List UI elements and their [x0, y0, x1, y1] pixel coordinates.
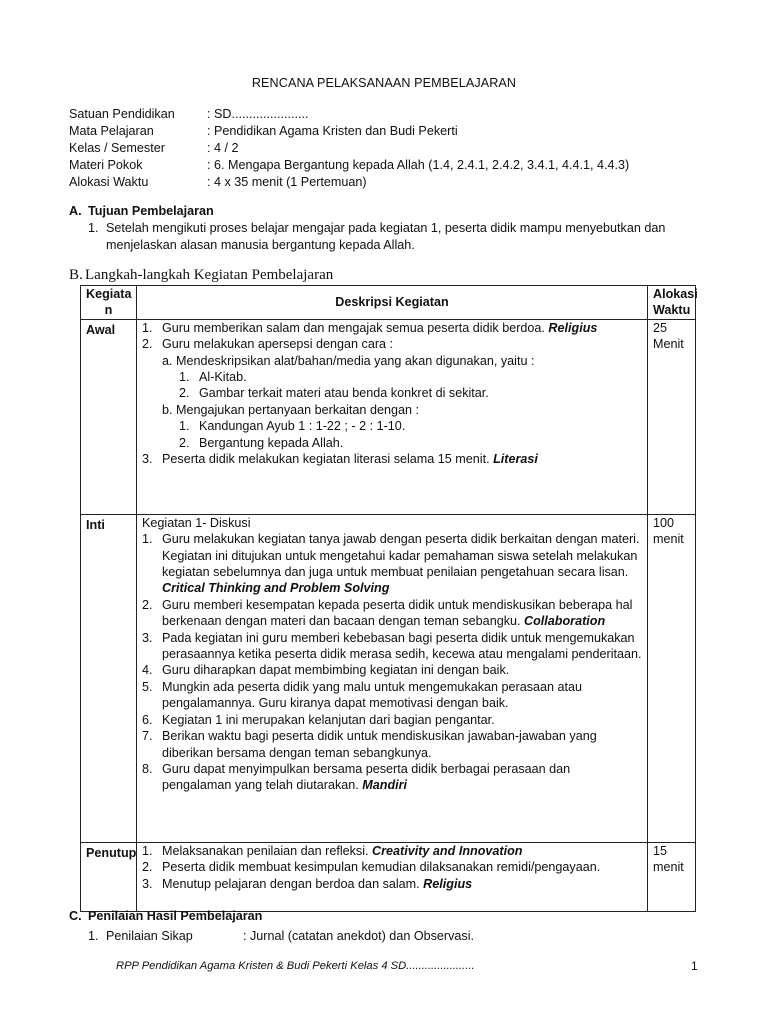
- header-deskripsi: Deskripsi Kegiatan: [137, 286, 648, 320]
- item-number: 3.: [142, 630, 153, 645]
- list-item: [142, 728, 642, 761]
- item-text: Bergantung kepada Allah.: [199, 435, 344, 450]
- row-label: Inti: [81, 514, 137, 842]
- penilaian-list: [88, 928, 688, 945]
- sub-list: [142, 418, 642, 451]
- character-tag: Collaboration: [524, 614, 606, 629]
- page-footer: RPP Pendidikan Agama Kristen & Budi Pekerti Kelas 4 SD......................: [116, 960, 475, 972]
- list-item: [142, 843, 642, 859]
- list-item: [142, 451, 642, 467]
- item-number: 1.: [142, 320, 153, 335]
- item-text: Guru melakukan kegiatan tanya jawab dengan peserta didik berkaitan dengan materi. Kegiatan ini ditujukan untuk mengetahui kadar pemahaman siswa setelah melakukan kegiatan sebelumnya dan juga untuk membuat penilaian pengetahuan secara lisan.: [162, 532, 640, 580]
- item-number: 3.: [142, 452, 153, 467]
- table-header-row: [81, 286, 696, 320]
- list-item: [88, 220, 688, 254]
- section-b-heading: [69, 267, 333, 284]
- item-number: 2.: [142, 337, 153, 352]
- sub-list: [142, 369, 642, 402]
- character-tag: Critical Thinking and Problem Solving: [162, 581, 390, 596]
- item-number: 1.: [179, 419, 190, 434]
- list-item: [142, 630, 642, 663]
- item-text: Mungkin ada peserta didik yang malu untuk mengemukakan perasaan atau pengalamannya. Guru kiranya dapat memotivasi dengan baik.: [162, 679, 583, 711]
- character-tag: Mandiri: [362, 778, 408, 793]
- item-text: Melaksanakan penilaian dan refleksi.: [162, 843, 369, 858]
- identity-block: [69, 106, 629, 191]
- activity-list: [142, 320, 642, 353]
- item-text: Peserta didik membuat kesimpulan kemudian dilaksanakan remidi/pengayaan.: [162, 860, 601, 875]
- list-item: [142, 320, 642, 336]
- character-tag: Religius: [423, 876, 473, 891]
- item-text: Guru memberi kesempatan kepada peserta didik untuk mendiskusikan beberapa hal berkenaan dengan materi dan bacaan dengan teman sebangku.: [162, 597, 633, 629]
- identity-value: : SD......................: [207, 107, 309, 121]
- section-title: Tujuan Pembelajaran: [88, 204, 214, 218]
- activity-table: [80, 285, 696, 912]
- item-number: 3.: [142, 876, 153, 891]
- identity-value: : 6. Mengapa Bergantung kepada Allah (1.4, 2.4.1, 2.4.2, 3.4.1, 4.4.1, 4.4.3): [207, 158, 630, 172]
- character-tag: Literasi: [493, 452, 538, 467]
- list-item: [88, 928, 688, 945]
- row-label: Penutup: [81, 842, 137, 911]
- table-row-inti: [81, 514, 696, 842]
- item-text: Guru dapat menyimpulkan bersama peserta didik berbagai perasaan dan pengalaman yang telah diutarakan.: [162, 761, 571, 793]
- list-item: [142, 679, 642, 712]
- character-tag: Religius: [548, 320, 598, 335]
- table-row-penutup: [81, 842, 696, 911]
- list-item: [142, 662, 642, 678]
- item-text: Guru melakukan apersepsi dengan cara :: [162, 337, 394, 352]
- list-item: [142, 876, 642, 892]
- item-text: Guru memberikan salam dan mengajak semua peserta didik berdoa.: [162, 320, 545, 335]
- item-text: Pada kegiatan ini guru memberi kebebasan bagi peserta didik untuk mengemukakan perasaannya ketika peserta didik merasa sedih, kecewa atau mengalami penderitaan.: [162, 630, 642, 662]
- section-title: Langkah-langkah Kegiatan Pembelajaran: [85, 267, 334, 283]
- item-number: 2.: [142, 597, 153, 612]
- item-number: 5.: [142, 679, 153, 694]
- page-number: 1: [691, 959, 698, 973]
- row-alokasi: 100 menit: [648, 514, 696, 842]
- list-item: [162, 385, 642, 401]
- section-letter: B.: [69, 267, 83, 283]
- document-title: RENCANA PELAKSANAAN PEMBELAJARAN: [251, 76, 517, 90]
- section-c-heading: [69, 909, 262, 923]
- item-number: 1.: [88, 929, 99, 943]
- item-number: 4.: [142, 663, 153, 678]
- identity-row: [69, 157, 629, 174]
- identity-value: : 4 x 35 menit (1 Pertemuan): [207, 175, 367, 189]
- table-row-awal: [81, 319, 696, 514]
- row-description: [137, 842, 648, 911]
- identity-row: [69, 140, 629, 157]
- list-item: [142, 859, 642, 875]
- item-value: : Jurnal (catatan anekdot) dan Observasi.: [243, 929, 475, 943]
- item-number: 1.: [142, 532, 153, 547]
- item-text: Guru diharapkan dapat membimbing kegiatan ini dengan baik.: [162, 663, 510, 678]
- identity-value: : Pendidikan Agama Kristen dan Budi Pekerti: [207, 124, 458, 138]
- sub-heading: a. Mendeskripsikan alat/bahan/media yang akan digunakan, yaitu :: [162, 353, 535, 368]
- list-item: [142, 712, 642, 728]
- sub-heading: b. Mengajukan pertanyaan berkaitan dengan :: [162, 402, 419, 417]
- list-item: [162, 418, 642, 434]
- activity-heading: Kegiatan 1- Diskusi: [142, 515, 251, 530]
- identity-label: Materi Pokok: [69, 158, 143, 172]
- list-item: [142, 597, 642, 630]
- identity-row: [69, 123, 629, 140]
- item-number: 2.: [179, 386, 190, 401]
- list-item: [162, 435, 642, 451]
- item-text: Al-Kitab.: [199, 370, 247, 385]
- identity-label: Alokasi Waktu: [69, 175, 149, 189]
- item-label: Penilaian Sikap: [106, 929, 193, 943]
- item-text: Setelah mengikuti proses belajar mengajar pada kegiatan 1, peserta didik mampu menyebutkan dan menjelaskan alasan manusia bergantung kepada Allah.: [106, 221, 666, 252]
- item-number: 2.: [142, 860, 153, 875]
- header-alokasi: Alokasi Waktu: [648, 286, 696, 320]
- row-label: Awal: [81, 319, 137, 514]
- item-number: 1.: [179, 370, 190, 385]
- identity-row: [69, 174, 629, 191]
- activity-list: [142, 531, 642, 794]
- identity-label: Mata Pelajaran: [69, 124, 154, 138]
- item-text: Peserta didik melakukan kegiatan literasi selama 15 menit.: [162, 452, 490, 467]
- row-alokasi: 25 Menit: [648, 319, 696, 514]
- section-a-heading: [69, 204, 214, 218]
- list-item: [142, 761, 642, 794]
- item-text: Gambar terkait materi atau benda konkret di sekitar.: [199, 386, 489, 401]
- item-number: 1.: [88, 221, 99, 235]
- identity-row: [69, 106, 629, 123]
- row-description: [137, 319, 648, 514]
- item-number: 6.: [142, 712, 153, 727]
- list-item: [162, 369, 642, 385]
- item-text: Kandungan Ayub 1 : 1-22 ; - 2 : 1-10.: [199, 419, 406, 434]
- item-number: 7.: [142, 729, 153, 744]
- list-item: [142, 531, 642, 597]
- section-letter: C.: [69, 909, 82, 923]
- tujuan-list: [88, 220, 688, 254]
- item-text: Menutup pelajaran dengan berdoa dan salam.: [162, 876, 420, 891]
- item-text: Kegiatan 1 ini merupakan kelanjutan dari bagian pengantar.: [162, 712, 495, 727]
- item-number: 2.: [179, 435, 190, 450]
- identity-label: Satuan Pendidikan: [69, 107, 175, 121]
- item-number: 8.: [142, 761, 153, 776]
- header-kegiatan: Kegiata n: [81, 286, 137, 320]
- row-alokasi: 15 menit: [648, 842, 696, 911]
- section-title: Penilaian Hasil Pembelajaran: [88, 909, 263, 923]
- identity-label: Kelas / Semester: [69, 141, 165, 155]
- activity-list: [142, 451, 642, 467]
- section-letter: A.: [69, 204, 82, 218]
- row-description: [137, 514, 648, 842]
- item-number: 1.: [142, 843, 153, 858]
- item-text: Berikan waktu bagi peserta didik untuk mendiskusikan jawaban-jawaban yang diberikan bersama dengan teman sebangkunya.: [162, 729, 597, 760]
- identity-value: : 4 / 2: [207, 141, 239, 155]
- list-item: [142, 336, 642, 352]
- character-tag: Creativity and Innovation: [372, 843, 523, 858]
- activity-list: [142, 843, 642, 892]
